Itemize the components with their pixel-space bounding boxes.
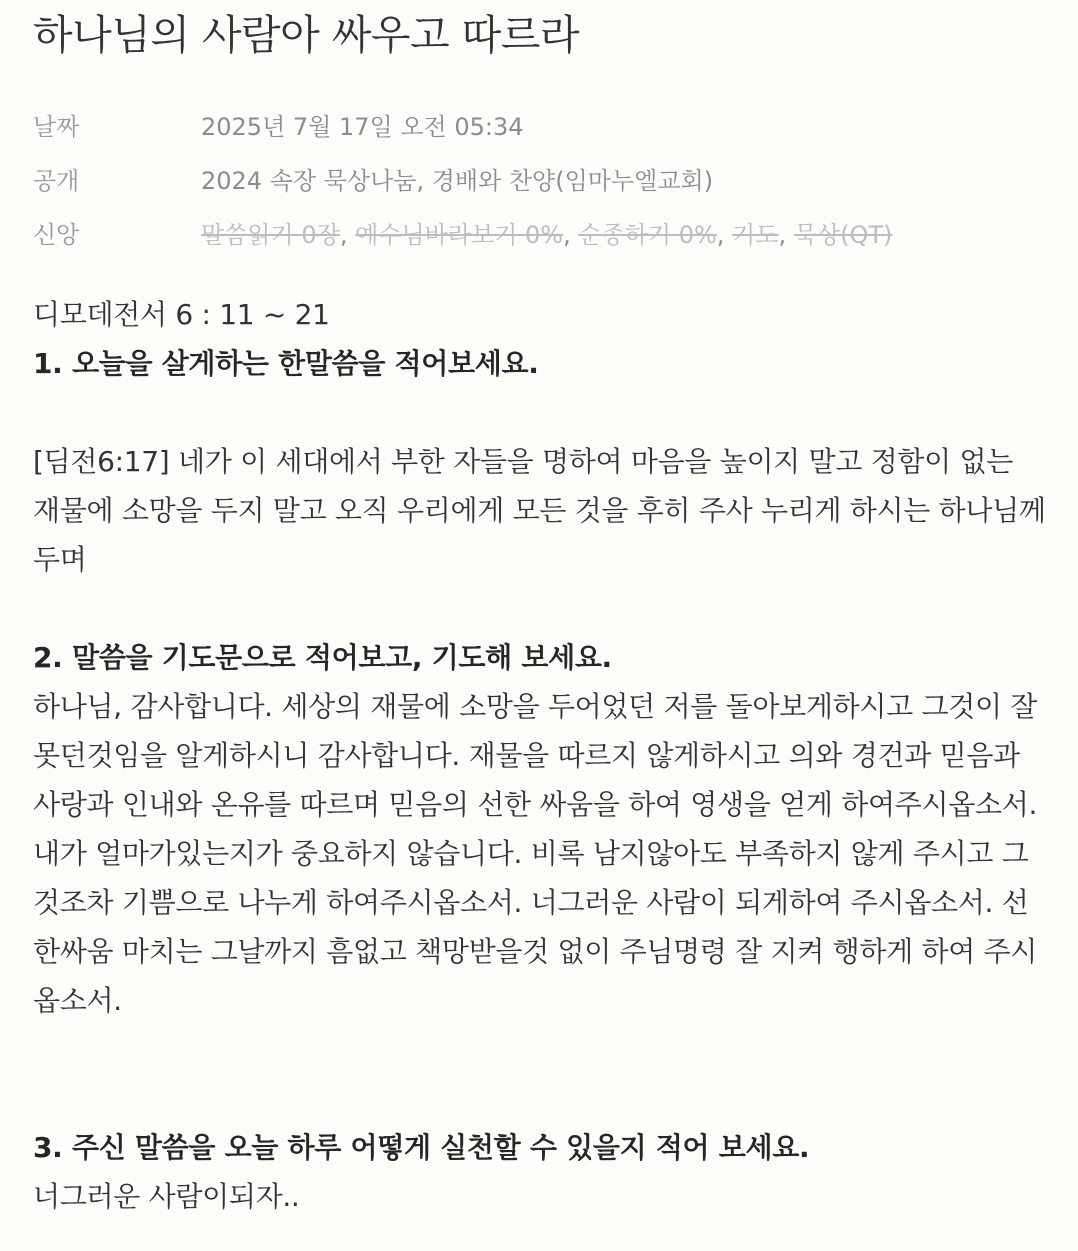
faith-tag[interactable]: 예수님바라보기 0%: [355, 220, 564, 249]
property-date[interactable]: [33, 97, 1043, 151]
blank-line: [33, 388, 1048, 437]
faith-tag[interactable]: 말씀읽기 0장: [201, 220, 340, 249]
property-value-date[interactable]: 2025년 7월 17일 오전 05:34: [201, 112, 524, 141]
question-3: 3. 주신 말씀을 오늘 하루 어떻게 실천할 수 있을지 적어 보세요.: [33, 1131, 810, 1164]
verse-text: [딤전6:17] 네가 이 세대에서 부한 자들을 명하여 마음을 높이지 말고 정함이 없는 재물에 소망을 두지 말고 오직 우리에게 모든 것을 후히 주사 누리게 하시는 하나님께 두며: [33, 445, 1046, 576]
faith-tag[interactable]: 순종하기 0%: [578, 220, 717, 249]
property-label-date: 날짜: [33, 112, 80, 141]
blank-line: [33, 1025, 1048, 1123]
property-label-faith: 신앙: [33, 220, 80, 249]
property-visibility[interactable]: [33, 151, 1043, 205]
blank-line: [33, 584, 1048, 633]
question-2: 2. 말씀을 기도문으로 적어보고, 기도해 보세요.: [33, 641, 612, 674]
document-body[interactable]: [33, 290, 1048, 1221]
page-title[interactable]: 하나님의 사람아 싸우고 따르라: [33, 11, 579, 59]
property-list: [33, 97, 1043, 259]
faith-tag[interactable]: 묵상(QT): [793, 220, 893, 249]
tag-separator: ,: [716, 220, 733, 249]
tag-separator: ,: [339, 220, 356, 249]
property-value-visibility[interactable]: 2024 속장 묵상나눔, 경배와 찬양(임마누엘교회): [201, 166, 714, 195]
property-value-faith[interactable]: [201, 215, 892, 250]
tag-separator: ,: [563, 220, 579, 249]
scripture-reference: 디모데전서 6 : 11 ~ 21: [33, 298, 330, 331]
faith-tag[interactable]: 기도: [732, 220, 779, 249]
tag-separator: ,: [778, 220, 794, 249]
property-faith[interactable]: [33, 205, 1043, 259]
prayer-text: 하나님, 감사합니다. 세상의 재물에 소망을 두어었던 저를 돌아보게하시고 그것이 잘못던것임을 알게하시니 감사합니다. 재물을 따르지 않게하시고 의와 경건과 믿음과 사랑과 인내와 온유를 따르며 믿음의 선한 싸움을 하여 영생을 얻게 하여주시옵소서. 내가 얼마가있는지가 중요하지 않습니다. 비록 남지않아도 부족하지 않게 주시고 그것조차 기쁨으로 나누게 하여주시옵소서. 너그러운 사람이 되게하여 주시옵소서. 선한싸움 마치는 그날까지 흠없고 책망받을것 없이 주님명령 잘 지켜 행하게 하여 주시옵소서.: [33, 690, 1038, 1017]
property-label-visibility: 공개: [33, 166, 80, 195]
practice-text: 너그러운 사람이되자..: [33, 1180, 300, 1213]
question-1: 1. 오늘을 살게하는 한말씀을 적어보세요.: [33, 347, 539, 380]
